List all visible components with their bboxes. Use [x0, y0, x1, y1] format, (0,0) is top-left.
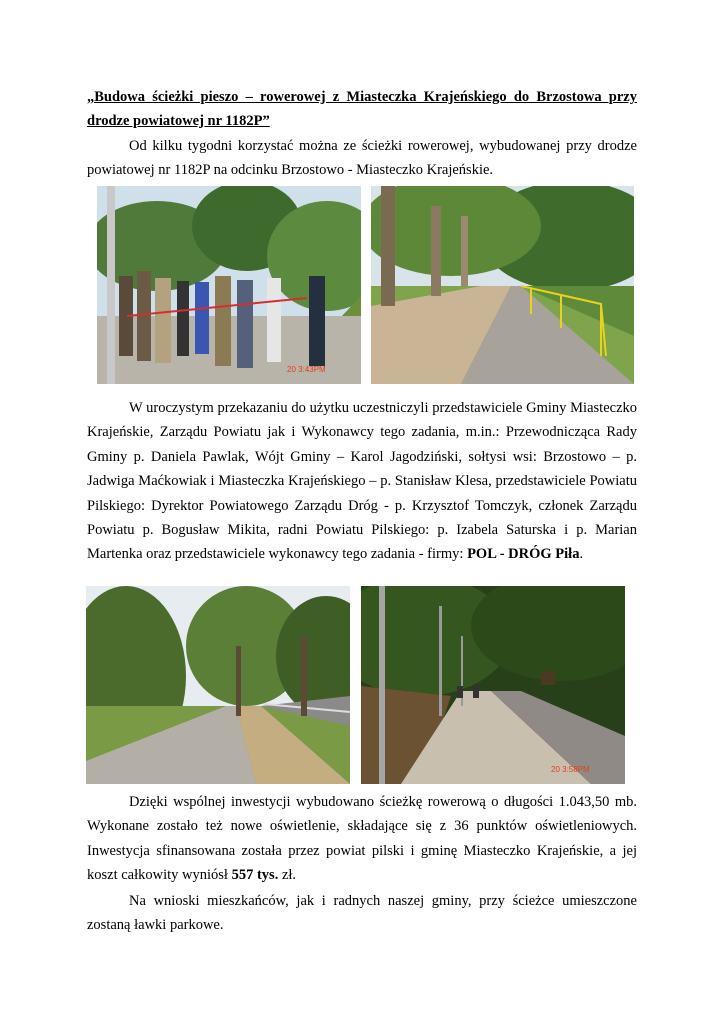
ceremony-photo: [97, 186, 361, 384]
company-name: POL - DRÓG Piła: [467, 546, 580, 563]
intro-paragraph: Od kilku tygodni korzystać można ze ścieżki rowerowej, wybudowanej przy drodze powiatowej nr 1182P na odcinku Brzostowo - Miasteczko Krajeńskie.: [87, 138, 637, 179]
bike-path-railing-photo: [371, 186, 634, 384]
ceremony-paragraph: W uroczystym przekazaniu do użytku uczestniczyli przedstawiciele Gminy Miasteczko Krajeńskie, Zarządu Powiatu jak i Wykonawcy tego zadania, m.in.: Przewodnicząca Rady Gminy p. Daniela Pawlak, Wójt Gminy – Karol Jagodziński, sołtysi wsi: Brzostowo – p. Jadwiga Maćkowiak i Miasteczka Krajeńskiego – p. Stanisław Klesa, przedstawiciele Powiatu Pilskiego: Dyrektor Powiatowego Zarządu Dróg - p. Krzysztof Tomczyk, członek Zarządu Powiatu p. Bogusław Mikita, radni Powiatu Pilskiego: p. Izabela Saturska i p. Marian Martenka oraz przedstawiciele wykonawcy tego zadania - firmy: POL - DRÓG Piła.: [87, 400, 637, 563]
investment-paragraph: Dzięki wspólnej inwestycji wybudowano ścieżkę rowerową o długości 1.043,50 mb. Wykonane zostało też nowe oświetlenie, składające się z 36 punktów oświetleniowych. Inwestycja sfinansowana została przez powiat pilski i gminę Miasteczko Krajeńskie, a jej koszt całkowity wyniósł 557 tys. zł.: [87, 794, 637, 884]
photo-timestamp: 20 3:58PM: [551, 765, 590, 774]
forest-path-lamps-photo: [361, 586, 625, 784]
benches-paragraph: Na wnioski mieszkańców, jak i radnych naszej gminy, przy ścieżce umieszczone zostaną ławki parkowe.: [87, 893, 637, 934]
document-title: „Budowa ścieżki pieszo – rowerowej z Miasteczka Krajeńskiego do Brzostowa przy drodze powiatowej nr 1182P”: [87, 89, 637, 129]
photo-timestamp: 20 3:43PM: [287, 365, 326, 374]
path-along-road-photo: [86, 586, 350, 784]
investment-amount: 557 tys.: [231, 867, 279, 884]
